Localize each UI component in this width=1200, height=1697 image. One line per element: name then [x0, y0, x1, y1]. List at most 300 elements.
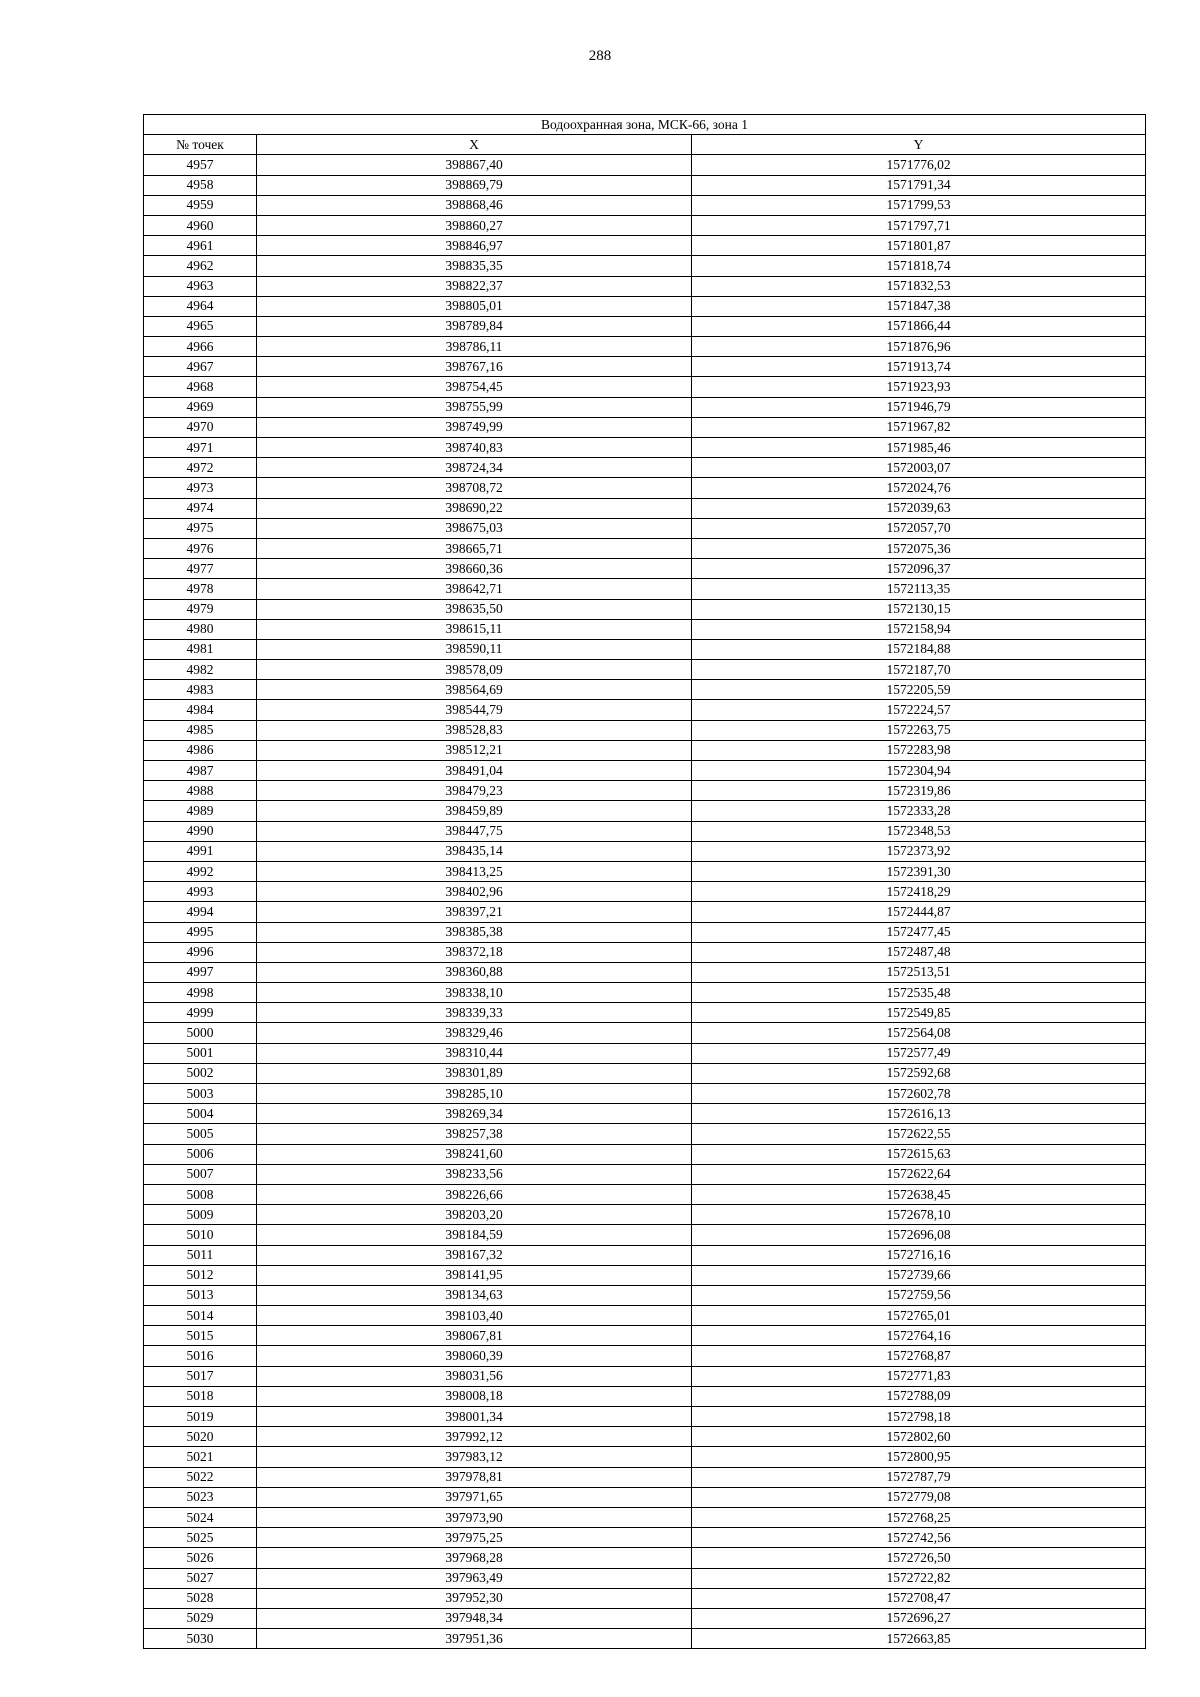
cell-y: 1572319,86 — [692, 781, 1146, 801]
cell-x: 398740,83 — [257, 438, 692, 458]
cell-point-number: 5027 — [144, 1568, 257, 1588]
cell-y: 1572418,29 — [692, 882, 1146, 902]
cell-y: 1572592,68 — [692, 1063, 1146, 1083]
cell-x: 397963,49 — [257, 1568, 692, 1588]
cell-x: 397983,12 — [257, 1447, 692, 1467]
cell-y: 1572373,92 — [692, 841, 1146, 861]
cell-y: 1572348,53 — [692, 821, 1146, 841]
table-row — [144, 720, 1146, 740]
table-row — [144, 256, 1146, 276]
cell-point-number: 5019 — [144, 1407, 257, 1427]
cell-y: 1572224,57 — [692, 700, 1146, 720]
cell-x: 398642,71 — [257, 579, 692, 599]
cell-y: 1572391,30 — [692, 861, 1146, 881]
cell-x: 398675,03 — [257, 518, 692, 538]
cell-point-number: 5009 — [144, 1205, 257, 1225]
table-row — [144, 1346, 1146, 1366]
cell-x: 398869,79 — [257, 175, 692, 195]
table-row — [144, 1487, 1146, 1507]
table-row — [144, 1467, 1146, 1487]
table-row — [144, 1164, 1146, 1184]
table-header-row — [144, 135, 1146, 155]
table-row — [144, 841, 1146, 861]
cell-y: 1572678,10 — [692, 1205, 1146, 1225]
table-row — [144, 761, 1146, 781]
cell-x: 398660,36 — [257, 559, 692, 579]
cell-point-number: 5001 — [144, 1043, 257, 1063]
cell-point-number: 4984 — [144, 700, 257, 720]
cell-point-number: 5008 — [144, 1184, 257, 1204]
table-row — [144, 1104, 1146, 1124]
cell-y: 1572742,56 — [692, 1528, 1146, 1548]
cell-point-number: 4995 — [144, 922, 257, 942]
table-row — [144, 518, 1146, 538]
cell-x: 398479,23 — [257, 781, 692, 801]
table-row — [144, 619, 1146, 639]
cell-x: 398372,18 — [257, 942, 692, 962]
cell-point-number: 4970 — [144, 417, 257, 437]
cell-point-number: 4990 — [144, 821, 257, 841]
cell-x: 398360,88 — [257, 962, 692, 982]
cell-y: 1572513,51 — [692, 962, 1146, 982]
cell-point-number: 4958 — [144, 175, 257, 195]
table-row — [144, 942, 1146, 962]
cell-point-number: 5025 — [144, 1528, 257, 1548]
table-row — [144, 1568, 1146, 1588]
cell-point-number: 5017 — [144, 1366, 257, 1386]
cell-y: 1572283,98 — [692, 740, 1146, 760]
table-row — [144, 740, 1146, 760]
cell-point-number: 5024 — [144, 1507, 257, 1527]
table-row — [144, 1043, 1146, 1063]
cell-y: 1572788,09 — [692, 1386, 1146, 1406]
cell-point-number: 4973 — [144, 478, 257, 498]
cell-point-number: 4985 — [144, 720, 257, 740]
cell-y: 1572039,63 — [692, 498, 1146, 518]
cell-x: 398708,72 — [257, 478, 692, 498]
cell-point-number: 5000 — [144, 1023, 257, 1043]
cell-y: 1572113,35 — [692, 579, 1146, 599]
cell-point-number: 4967 — [144, 357, 257, 377]
cell-point-number: 5014 — [144, 1306, 257, 1326]
table-row — [144, 599, 1146, 619]
cell-y: 1572768,25 — [692, 1507, 1146, 1527]
table-row — [144, 1205, 1146, 1225]
cell-x: 398008,18 — [257, 1386, 692, 1406]
table-row — [144, 861, 1146, 881]
cell-x: 398184,59 — [257, 1225, 692, 1245]
cell-x: 398665,71 — [257, 538, 692, 558]
cell-point-number: 5030 — [144, 1629, 257, 1649]
cell-x: 397992,12 — [257, 1427, 692, 1447]
cell-y: 1572638,45 — [692, 1184, 1146, 1204]
cell-y: 1572616,13 — [692, 1104, 1146, 1124]
table-row — [144, 1407, 1146, 1427]
cell-x: 398060,39 — [257, 1346, 692, 1366]
cell-x: 397968,28 — [257, 1548, 692, 1568]
table-row — [144, 700, 1146, 720]
cell-x: 398310,44 — [257, 1043, 692, 1063]
table-row — [144, 1144, 1146, 1164]
table-title-row — [144, 115, 1146, 135]
cell-x: 397973,90 — [257, 1507, 692, 1527]
cell-point-number: 4957 — [144, 155, 257, 175]
table-row — [144, 1386, 1146, 1406]
cell-y: 1572549,85 — [692, 1003, 1146, 1023]
table-row — [144, 1023, 1146, 1043]
cell-y: 1572003,07 — [692, 458, 1146, 478]
table-body — [144, 155, 1146, 1649]
table-row — [144, 1225, 1146, 1245]
cell-y: 1572615,63 — [692, 1144, 1146, 1164]
cell-y: 1571866,44 — [692, 316, 1146, 336]
cell-point-number: 5016 — [144, 1346, 257, 1366]
cell-y: 1572708,47 — [692, 1588, 1146, 1608]
coordinates-table — [143, 114, 1146, 1649]
cell-x: 398564,69 — [257, 680, 692, 700]
table-row — [144, 1184, 1146, 1204]
cell-y: 1572304,94 — [692, 761, 1146, 781]
cell-y: 1572622,64 — [692, 1164, 1146, 1184]
table-row — [144, 478, 1146, 498]
cell-point-number: 4976 — [144, 538, 257, 558]
table-row — [144, 438, 1146, 458]
cell-point-number: 5026 — [144, 1548, 257, 1568]
cell-y: 1572739,66 — [692, 1265, 1146, 1285]
cell-y: 1571832,53 — [692, 276, 1146, 296]
cell-y: 1572696,08 — [692, 1225, 1146, 1245]
table-row — [144, 1629, 1146, 1649]
cell-x: 398397,21 — [257, 902, 692, 922]
cell-point-number: 4982 — [144, 660, 257, 680]
cell-y: 1572726,50 — [692, 1548, 1146, 1568]
table-row — [144, 1306, 1146, 1326]
cell-point-number: 4987 — [144, 761, 257, 781]
cell-point-number: 5004 — [144, 1104, 257, 1124]
table-row — [144, 680, 1146, 700]
cell-y: 1572564,08 — [692, 1023, 1146, 1043]
cell-y: 1572263,75 — [692, 720, 1146, 740]
cell-y: 1571799,53 — [692, 195, 1146, 215]
header-y: Y — [692, 135, 1146, 155]
cell-y: 1572024,76 — [692, 478, 1146, 498]
cell-y: 1572130,15 — [692, 599, 1146, 619]
cell-x: 398491,04 — [257, 761, 692, 781]
page-number: 288 — [588, 48, 612, 64]
table-row — [144, 377, 1146, 397]
cell-point-number: 4977 — [144, 559, 257, 579]
table-row — [144, 1285, 1146, 1305]
table-row — [144, 821, 1146, 841]
cell-x: 398459,89 — [257, 801, 692, 821]
table-row — [144, 1608, 1146, 1628]
cell-x: 398724,34 — [257, 458, 692, 478]
cell-x: 398447,75 — [257, 821, 692, 841]
table-row — [144, 639, 1146, 659]
table-row — [144, 175, 1146, 195]
cell-point-number: 4983 — [144, 680, 257, 700]
cell-y: 1572722,82 — [692, 1568, 1146, 1588]
cell-point-number: 4978 — [144, 579, 257, 599]
cell-y: 1572075,36 — [692, 538, 1146, 558]
cell-x: 398590,11 — [257, 639, 692, 659]
cell-x: 398635,50 — [257, 599, 692, 619]
cell-point-number: 4980 — [144, 619, 257, 639]
cell-point-number: 4974 — [144, 498, 257, 518]
cell-x: 398329,46 — [257, 1023, 692, 1043]
cell-point-number: 4972 — [144, 458, 257, 478]
cell-y: 1572802,60 — [692, 1427, 1146, 1447]
cell-point-number: 4962 — [144, 256, 257, 276]
cell-x: 397975,25 — [257, 1528, 692, 1548]
cell-point-number: 4981 — [144, 639, 257, 659]
table-row — [144, 1528, 1146, 1548]
cell-x: 398301,89 — [257, 1063, 692, 1083]
cell-point-number: 4965 — [144, 316, 257, 336]
cell-y: 1572487,48 — [692, 942, 1146, 962]
cell-x: 398435,14 — [257, 841, 692, 861]
cell-y: 1572187,70 — [692, 660, 1146, 680]
cell-y: 1572759,56 — [692, 1285, 1146, 1305]
cell-x: 398690,22 — [257, 498, 692, 518]
table-row — [144, 983, 1146, 1003]
cell-x: 398167,32 — [257, 1245, 692, 1265]
table-row — [144, 1063, 1146, 1083]
cell-y: 1572787,79 — [692, 1467, 1146, 1487]
cell-y: 1572535,48 — [692, 983, 1146, 1003]
cell-y: 1571847,38 — [692, 296, 1146, 316]
table-row — [144, 538, 1146, 558]
table-row — [144, 1366, 1146, 1386]
cell-x: 398269,34 — [257, 1104, 692, 1124]
table-row — [144, 1447, 1146, 1467]
cell-x: 398578,09 — [257, 660, 692, 680]
cell-y: 1572779,08 — [692, 1487, 1146, 1507]
cell-y: 1572057,70 — [692, 518, 1146, 538]
cell-x: 398805,01 — [257, 296, 692, 316]
cell-point-number: 5018 — [144, 1386, 257, 1406]
cell-y: 1572184,88 — [692, 639, 1146, 659]
cell-x: 398755,99 — [257, 397, 692, 417]
table-row — [144, 781, 1146, 801]
cell-point-number: 4960 — [144, 215, 257, 235]
table-row — [144, 882, 1146, 902]
cell-point-number: 4988 — [144, 781, 257, 801]
cell-point-number: 4999 — [144, 1003, 257, 1023]
cell-x: 398754,45 — [257, 377, 692, 397]
cell-y: 1572765,01 — [692, 1306, 1146, 1326]
table-row — [144, 1003, 1146, 1023]
cell-y: 1572444,87 — [692, 902, 1146, 922]
table-row — [144, 155, 1146, 175]
cell-x: 398001,34 — [257, 1407, 692, 1427]
cell-point-number: 4979 — [144, 599, 257, 619]
cell-point-number: 4997 — [144, 962, 257, 982]
cell-x: 398285,10 — [257, 1084, 692, 1104]
cell-point-number: 5005 — [144, 1124, 257, 1144]
cell-x: 398786,11 — [257, 337, 692, 357]
table-row — [144, 498, 1146, 518]
table-title: Водоохранная зона, МСК-66, зона 1 — [144, 115, 1146, 135]
table-row — [144, 1326, 1146, 1346]
cell-x: 398031,56 — [257, 1366, 692, 1386]
table-row — [144, 458, 1146, 478]
cell-point-number: 4964 — [144, 296, 257, 316]
cell-point-number: 4971 — [144, 438, 257, 458]
cell-x: 398257,38 — [257, 1124, 692, 1144]
cell-point-number: 5010 — [144, 1225, 257, 1245]
cell-y: 1571791,34 — [692, 175, 1146, 195]
cell-point-number: 4969 — [144, 397, 257, 417]
cell-y: 1571967,82 — [692, 417, 1146, 437]
cell-x: 398767,16 — [257, 357, 692, 377]
cell-point-number: 5011 — [144, 1245, 257, 1265]
cell-y: 1571818,74 — [692, 256, 1146, 276]
cell-y: 1572477,45 — [692, 922, 1146, 942]
cell-x: 398860,27 — [257, 215, 692, 235]
cell-x: 398241,60 — [257, 1144, 692, 1164]
cell-point-number: 4996 — [144, 942, 257, 962]
table-row — [144, 276, 1146, 296]
cell-x: 398339,33 — [257, 1003, 692, 1023]
table-row — [144, 1507, 1146, 1527]
table-row — [144, 316, 1146, 336]
cell-x: 397948,34 — [257, 1608, 692, 1628]
cell-point-number: 5006 — [144, 1144, 257, 1164]
cell-x: 398203,20 — [257, 1205, 692, 1225]
cell-y: 1572602,78 — [692, 1084, 1146, 1104]
table-row — [144, 1084, 1146, 1104]
cell-y: 1572771,83 — [692, 1366, 1146, 1386]
cell-y: 1572205,59 — [692, 680, 1146, 700]
cell-point-number: 5007 — [144, 1164, 257, 1184]
cell-x: 397978,81 — [257, 1467, 692, 1487]
cell-point-number: 4975 — [144, 518, 257, 538]
cell-y: 1572663,85 — [692, 1629, 1146, 1649]
cell-x: 398226,66 — [257, 1184, 692, 1204]
cell-point-number: 4991 — [144, 841, 257, 861]
cell-x: 398413,25 — [257, 861, 692, 881]
cell-point-number: 4994 — [144, 902, 257, 922]
table-row — [144, 1548, 1146, 1568]
cell-x: 398789,84 — [257, 316, 692, 336]
cell-x: 398233,56 — [257, 1164, 692, 1184]
cell-point-number: 4998 — [144, 983, 257, 1003]
cell-point-number: 4992 — [144, 861, 257, 881]
cell-x: 398402,96 — [257, 882, 692, 902]
cell-y: 1571876,96 — [692, 337, 1146, 357]
cell-y: 1572696,27 — [692, 1608, 1146, 1628]
table-row — [144, 1588, 1146, 1608]
cell-x: 398134,63 — [257, 1285, 692, 1305]
cell-x: 397951,36 — [257, 1629, 692, 1649]
cell-point-number: 5013 — [144, 1285, 257, 1305]
table-row — [144, 397, 1146, 417]
cell-point-number: 5003 — [144, 1084, 257, 1104]
table-row — [144, 417, 1146, 437]
cell-point-number: 4986 — [144, 740, 257, 760]
cell-point-number: 4961 — [144, 236, 257, 256]
table-row — [144, 902, 1146, 922]
cell-point-number: 5029 — [144, 1608, 257, 1628]
cell-y: 1571985,46 — [692, 438, 1146, 458]
cell-x: 398846,97 — [257, 236, 692, 256]
cell-point-number: 4968 — [144, 377, 257, 397]
table-row — [144, 1124, 1146, 1144]
cell-point-number: 5012 — [144, 1265, 257, 1285]
cell-point-number: 4989 — [144, 801, 257, 821]
table-row — [144, 962, 1146, 982]
table-row — [144, 922, 1146, 942]
table-row — [144, 357, 1146, 377]
cell-y: 1571923,93 — [692, 377, 1146, 397]
header-point-number: № точек — [144, 135, 257, 155]
table-row — [144, 660, 1146, 680]
cell-y: 1572716,16 — [692, 1245, 1146, 1265]
cell-point-number: 5020 — [144, 1427, 257, 1447]
cell-y: 1572798,18 — [692, 1407, 1146, 1427]
cell-point-number: 5028 — [144, 1588, 257, 1608]
cell-y: 1572622,55 — [692, 1124, 1146, 1144]
cell-y: 1571913,74 — [692, 357, 1146, 377]
cell-point-number: 5015 — [144, 1326, 257, 1346]
cell-point-number: 5021 — [144, 1447, 257, 1467]
table-row — [144, 1265, 1146, 1285]
cell-x: 398528,83 — [257, 720, 692, 740]
cell-x: 398868,46 — [257, 195, 692, 215]
cell-y: 1572096,37 — [692, 559, 1146, 579]
table-row — [144, 579, 1146, 599]
cell-y: 1571797,71 — [692, 215, 1146, 235]
table-row — [144, 215, 1146, 235]
table-row — [144, 1245, 1146, 1265]
cell-point-number: 4966 — [144, 337, 257, 357]
cell-y: 1571946,79 — [692, 397, 1146, 417]
cell-y: 1572333,28 — [692, 801, 1146, 821]
cell-x: 398749,99 — [257, 417, 692, 437]
cell-point-number: 4959 — [144, 195, 257, 215]
header-x: X — [257, 135, 692, 155]
cell-point-number: 5022 — [144, 1467, 257, 1487]
cell-x: 398822,37 — [257, 276, 692, 296]
cell-x: 397971,65 — [257, 1487, 692, 1507]
cell-y: 1572577,49 — [692, 1043, 1146, 1063]
cell-y: 1572768,87 — [692, 1346, 1146, 1366]
cell-x: 398385,38 — [257, 922, 692, 942]
table-row — [144, 1427, 1146, 1447]
cell-x: 397952,30 — [257, 1588, 692, 1608]
cell-x: 398512,21 — [257, 740, 692, 760]
table-row — [144, 801, 1146, 821]
cell-x: 398867,40 — [257, 155, 692, 175]
cell-x: 398103,40 — [257, 1306, 692, 1326]
table-row — [144, 296, 1146, 316]
table-row — [144, 337, 1146, 357]
table-row — [144, 236, 1146, 256]
cell-y: 1571801,87 — [692, 236, 1146, 256]
cell-y: 1572800,95 — [692, 1447, 1146, 1467]
cell-point-number: 4963 — [144, 276, 257, 296]
cell-point-number: 5002 — [144, 1063, 257, 1083]
table-row — [144, 559, 1146, 579]
cell-x: 398067,81 — [257, 1326, 692, 1346]
cell-x: 398338,10 — [257, 983, 692, 1003]
cell-y: 1571776,02 — [692, 155, 1146, 175]
cell-point-number: 4993 — [144, 882, 257, 902]
cell-x: 398544,79 — [257, 700, 692, 720]
cell-point-number: 5023 — [144, 1487, 257, 1507]
cell-y: 1572158,94 — [692, 619, 1146, 639]
